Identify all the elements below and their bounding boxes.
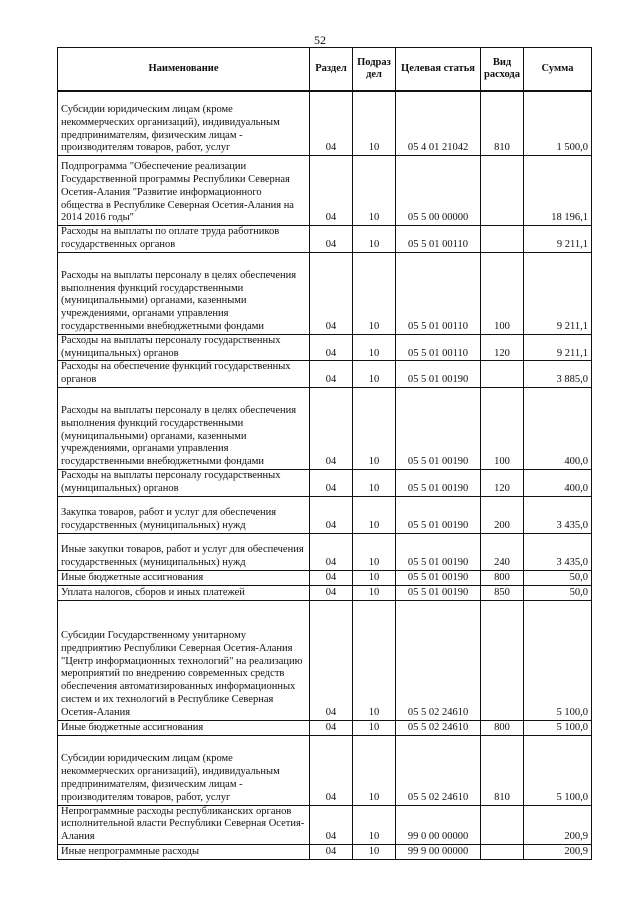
row-vid: 800: [481, 720, 524, 735]
row-vid: 800: [481, 570, 524, 585]
row-target: 99 0 00 00000: [396, 805, 481, 844]
row-razdel: 04: [310, 387, 353, 469]
row-target: 05 5 00 00000: [396, 156, 481, 226]
row-podrazdel: 10: [353, 226, 396, 253]
row-podrazdel: 10: [353, 334, 396, 361]
row-vid: 810: [481, 91, 524, 156]
header-target: Целевая статья: [396, 48, 481, 92]
row-sum: 9 211,1: [524, 252, 592, 334]
row-name: Расходы на обеспечение функций государственных органов: [58, 361, 310, 388]
row-razdel: 04: [310, 585, 353, 600]
row-name: Субсидии Государственному унитарному предприятию Республики Северная Осетия-Алания "Центр информационных технологий" на реализацию мероприятий по внедрению современных средств обеспечения автоматизированных информационных систем и их технологий в Республике Северная Осетия-Алания: [58, 600, 310, 720]
row-razdel: 04: [310, 469, 353, 496]
row-vid: [481, 844, 524, 859]
row-name: Уплата налогов, сборов и иных платежей: [58, 585, 310, 600]
row-razdel: 04: [310, 600, 353, 720]
row-razdel: 04: [310, 334, 353, 361]
page-number: 52: [314, 33, 326, 47]
row-target: 05 5 01 00190: [396, 387, 481, 469]
row-sum: 3 885,0: [524, 361, 592, 388]
row-sum: 9 211,1: [524, 334, 592, 361]
table-row: [58, 469, 592, 496]
row-vid: [481, 361, 524, 388]
table-row: [58, 156, 592, 226]
row-vid: 850: [481, 585, 524, 600]
row-vid: 100: [481, 252, 524, 334]
row-podrazdel: 10: [353, 585, 396, 600]
row-target: 05 5 02 24610: [396, 735, 481, 805]
header-podrazdel: Подраз дел: [353, 48, 396, 92]
table-row: [58, 533, 592, 570]
row-razdel: 04: [310, 226, 353, 253]
row-sum: 5 100,0: [524, 735, 592, 805]
table-row: [58, 334, 592, 361]
row-razdel: 04: [310, 496, 353, 533]
table-row: [58, 361, 592, 388]
row-name: Расходы на выплаты персоналу государственных (муниципальных) органов: [58, 334, 310, 361]
row-sum: 1 500,0: [524, 91, 592, 156]
row-target: 05 5 01 00190: [396, 570, 481, 585]
row-name: Иные непрограммные расходы: [58, 844, 310, 859]
row-vid: 240: [481, 533, 524, 570]
row-name: Подпрограмма "Обеспечение реализации Государственной программы Республики Северная Осетия-Алания "Развитие информационного общества в Республике Северная Осетия-Алания на 2014 2016 годы": [58, 156, 310, 226]
row-target: 05 5 02 24610: [396, 600, 481, 720]
row-podrazdel: 10: [353, 252, 396, 334]
row-name: Расходы на выплаты персоналу в целях обеспечения выполнения функций государственными (муниципальными) органами, казенными учреждениями, органами управления государственными внебюджетными фондами: [58, 387, 310, 469]
row-podrazdel: 10: [353, 387, 396, 469]
row-target: 99 9 00 00000: [396, 844, 481, 859]
header-razdel: Раздел: [310, 48, 353, 92]
row-target: 05 5 01 00110: [396, 226, 481, 253]
row-name: Расходы на выплаты персоналу в целях обеспечения выполнения функций государственными (муниципальными) органами, казенными учреждениями, органами управления государственными внебюджетными фондами: [58, 252, 310, 334]
row-razdel: 04: [310, 361, 353, 388]
row-vid: 120: [481, 469, 524, 496]
table-row: [58, 91, 592, 156]
row-target: 05 5 01 00110: [396, 252, 481, 334]
row-name: Иные бюджетные ассигнования: [58, 720, 310, 735]
row-sum: 50,0: [524, 570, 592, 585]
row-sum: 5 100,0: [524, 720, 592, 735]
row-name: Субсидии юридическим лицам (кроме некоммерческих организаций), индивидуальным предпринимателям, физическим лицам - производителям товаров, работ, услуг: [58, 91, 310, 156]
row-name: Иные бюджетные ассигнования: [58, 570, 310, 585]
table-row: [58, 496, 592, 533]
table-row: [58, 720, 592, 735]
row-target: 05 5 01 00110: [396, 334, 481, 361]
header-vid: Вид расхода: [481, 48, 524, 92]
budget-table: [57, 47, 592, 860]
table-row: [58, 226, 592, 253]
row-podrazdel: 10: [353, 533, 396, 570]
row-vid: 100: [481, 387, 524, 469]
table-row: [58, 805, 592, 844]
row-razdel: 04: [310, 533, 353, 570]
row-name: Субсидии юридическим лицам (кроме некоммерческих организаций), индивидуальным предпринимателям, физическим лицам - производителям товаров, работ, услуг: [58, 735, 310, 805]
row-razdel: 04: [310, 252, 353, 334]
row-razdel: 04: [310, 156, 353, 226]
row-vid: [481, 805, 524, 844]
row-podrazdel: 10: [353, 570, 396, 585]
row-podrazdel: 10: [353, 469, 396, 496]
row-name: Иные закупки товаров, работ и услуг для обеспечения государственных (муниципальных) нужд: [58, 533, 310, 570]
row-sum: 18 196,1: [524, 156, 592, 226]
row-sum: 50,0: [524, 585, 592, 600]
row-razdel: 04: [310, 91, 353, 156]
row-razdel: 04: [310, 805, 353, 844]
row-podrazdel: 10: [353, 735, 396, 805]
row-sum: 9 211,1: [524, 226, 592, 253]
row-razdel: 04: [310, 844, 353, 859]
table-row: [58, 585, 592, 600]
row-name: Расходы на выплаты по оплате труда работников государственных органов: [58, 226, 310, 253]
row-podrazdel: 10: [353, 361, 396, 388]
row-target: 05 5 01 00190: [396, 361, 481, 388]
row-vid: 200: [481, 496, 524, 533]
row-podrazdel: 10: [353, 805, 396, 844]
row-target: 05 5 01 00190: [396, 469, 481, 496]
row-target: 05 5 01 00190: [396, 533, 481, 570]
table-row: [58, 600, 592, 720]
table-row: [58, 570, 592, 585]
row-vid: 120: [481, 334, 524, 361]
row-vid: 810: [481, 735, 524, 805]
row-sum: 200,9: [524, 805, 592, 844]
table-body: [58, 91, 592, 859]
row-podrazdel: 10: [353, 844, 396, 859]
row-podrazdel: 10: [353, 720, 396, 735]
row-name: Непрограммные расходы республиканских органов исполнительной власти Республики Северная Осетия-Алания: [58, 805, 310, 844]
row-sum: 5 100,0: [524, 600, 592, 720]
table-row: [58, 735, 592, 805]
row-podrazdel: 10: [353, 600, 396, 720]
row-target: 05 5 01 00190: [396, 496, 481, 533]
row-vid: [481, 156, 524, 226]
row-target: 05 5 02 24610: [396, 720, 481, 735]
table-row: [58, 844, 592, 859]
row-razdel: 04: [310, 735, 353, 805]
table-header: [58, 48, 592, 92]
row-name: Закупка товаров, работ и услуг для обеспечения государственных (муниципальных) нужд: [58, 496, 310, 533]
row-podrazdel: 10: [353, 156, 396, 226]
row-sum: 200,9: [524, 844, 592, 859]
row-name: Расходы на выплаты персоналу государственных (муниципальных) органов: [58, 469, 310, 496]
table-row: [58, 252, 592, 334]
row-sum: 3 435,0: [524, 533, 592, 570]
row-sum: 400,0: [524, 469, 592, 496]
row-sum: 3 435,0: [524, 496, 592, 533]
row-sum: 400,0: [524, 387, 592, 469]
header-sum: Сумма: [524, 48, 592, 92]
row-vid: [481, 600, 524, 720]
row-target: 05 5 01 00190: [396, 585, 481, 600]
row-vid: [481, 226, 524, 253]
table-row: [58, 387, 592, 469]
row-podrazdel: 10: [353, 91, 396, 156]
row-razdel: 04: [310, 570, 353, 585]
header-name: Наименование: [58, 48, 310, 92]
row-razdel: 04: [310, 720, 353, 735]
row-target: 05 4 01 21042: [396, 91, 481, 156]
row-podrazdel: 10: [353, 496, 396, 533]
